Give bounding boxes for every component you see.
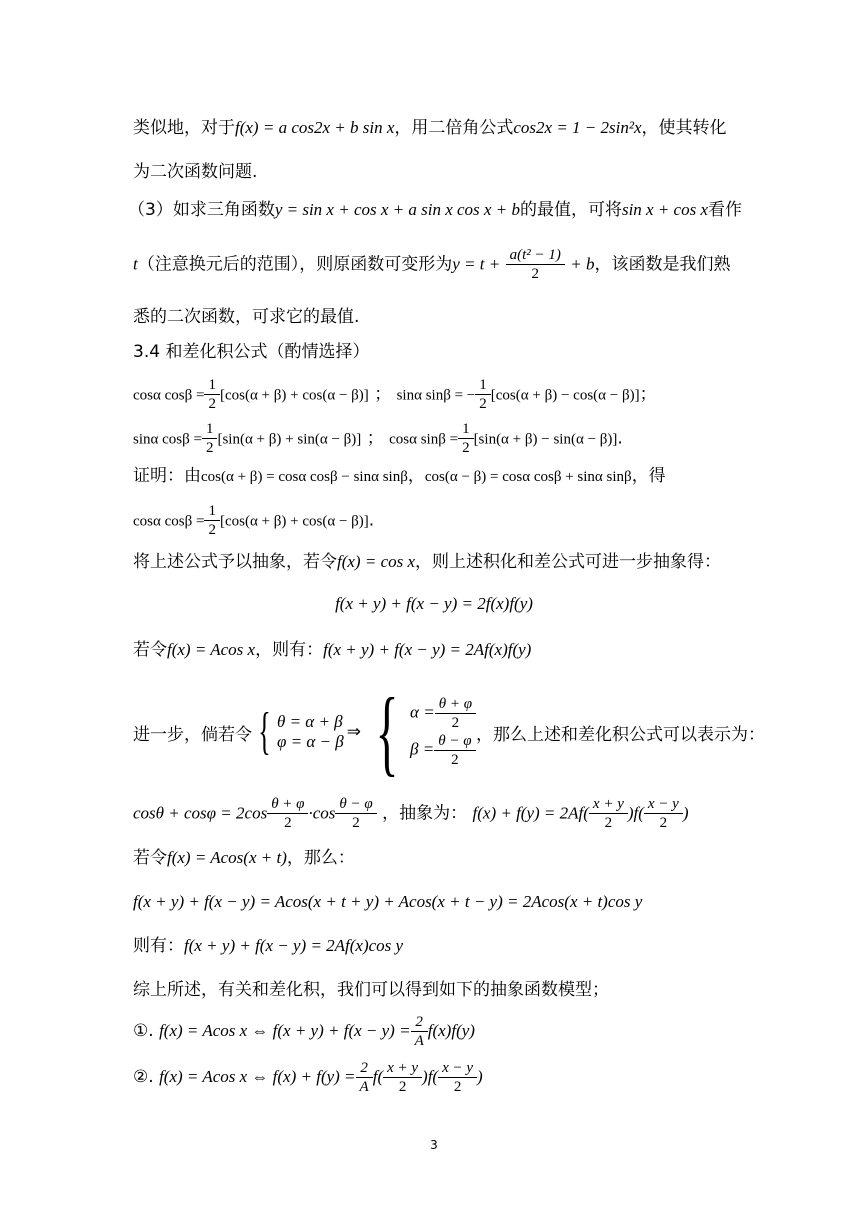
formula: cos2x = 1 − 2sin²x — [513, 118, 642, 137]
paragraph-substitution-cont: 悉的二次函数，可求它的最值. — [133, 307, 360, 327]
paragraph-let-a: 若令f(x) = Acos x，则有：f(x + y) + f(x − y) = 2Af(x)f(y) — [133, 640, 532, 660]
abstraction-paragraph: 将上述公式予以抽象，若令f(x) = cos x，则上述积化和差公式可进一步抽象得： — [133, 552, 722, 572]
proof-line: 证明：由cos(α + β) = cosα cosβ − sinα sinβ，cos(α − β) = cosα cosβ + sinα sinβ，得 — [133, 466, 666, 486]
abstract-equation: f(x + y) + f(x − y) = 2f(x)f(y) — [335, 594, 533, 613]
system-right: α = $\frac{\theta + \varphi}{2}$ β = $\frac{\theta - \varphi}{2}$ — [410, 695, 476, 769]
sum-to-product-line: cosθ + cosφ = 2cos $\frac{\theta + \varphi}{2}$ ·cos $\frac{\theta - \varphi}{2}$ ，抽象为： f(x) + f(y) = 2Af( $\frac{x + y}{2}$ )f( $\frac{x - y}{2}$ ) — [133, 796, 689, 831]
formula-line-1: cosα cosβ = $\frac{1}{2}$ [cos(α + β) + cos(α − β)] ； sinα sinβ = − $\frac{1}{2}$ [cos(α + β) − cos(α − β)]； — [133, 377, 657, 412]
paragraph-similar: 类似地，对于f(x) = a cos2x + b sin x，用二倍角公式cos2x = 1 − 2sin²x，使其转化 — [133, 118, 727, 138]
paragraph-item-3: （3）如求三角函数y = sin x + cos x + a sin x cos x + b的最值，可将sin x + cos x看作 — [128, 200, 743, 220]
system-left: θ = α + β φ = α − β — [276, 712, 344, 751]
long-equation: f(x + y) + f(x − y) = Acos(x + t + y) + Acos(x + t − y) = 2Acos(x + t)cos y — [133, 892, 643, 911]
paragraph-similar-cont: 为二次函数问题. — [133, 162, 258, 182]
fraction: $\frac{\text{a(t² − 1)}}{2}$ — [508, 246, 563, 283]
formula-line-2: sinα cosβ = $\frac{1}{2}$ [sin(α + β) + sin(α − β)] ； cosα sinβ = $\frac{1}{2}$ [sin(α + β) − sin(α − β)]. — [133, 421, 623, 456]
paragraph-then: 则有：f(x + y) + f(x − y) = 2Af(x)cos y — [133, 936, 404, 956]
substitution-system: 进一步，倘若令 { θ = α + β φ = α − β ⇒ { α = $\frac{\theta + \varphi}{2}$ β = $\frac{\theta - \varphi}{2}$ ，那么上述和差化积公式可以表示为： — [133, 678, 765, 785]
summary-paragraph: 综上所述，有关和差化积，我们可以得到如下的抽象函数模型； — [133, 980, 609, 1000]
page-number: 3 — [430, 1138, 438, 1152]
model-1: ①. f(x) = Acos x ⇔ f(x + y) + f(x − y) = $\frac{2}{A}$ f(x)f(y) — [133, 1013, 475, 1049]
formula: sin x + cos x — [621, 200, 709, 219]
proof-result: cosα cosβ = $\frac{1}{2}$ [cos(α + β) + cos(α − β)]. — [133, 503, 375, 538]
paragraph-substitution: t（注意换元后的范围），则原函数可变形为y = t + $\frac{\text{a(t² − 1)}}{2}$ + b，该函数是我们熟 — [133, 247, 731, 282]
model-2: ②. f(x) = Acos x ⇔ f(x) + f(y) = $\frac{2}{A}$ f( $\frac{x + y}{2}$ )f( $\frac{x - y}{2}$ ) — [133, 1059, 483, 1095]
paragraph-let-shift: 若令f(x) = Acos(x + t)，那么： — [133, 848, 355, 868]
section-heading: 3.4 和差化积公式（酌情选择） — [133, 342, 370, 362]
formula: f(x) = a cos2x + b sin x — [235, 118, 395, 137]
formula: y = sin x + cos x + a sin x cos x + b — [274, 200, 520, 219]
